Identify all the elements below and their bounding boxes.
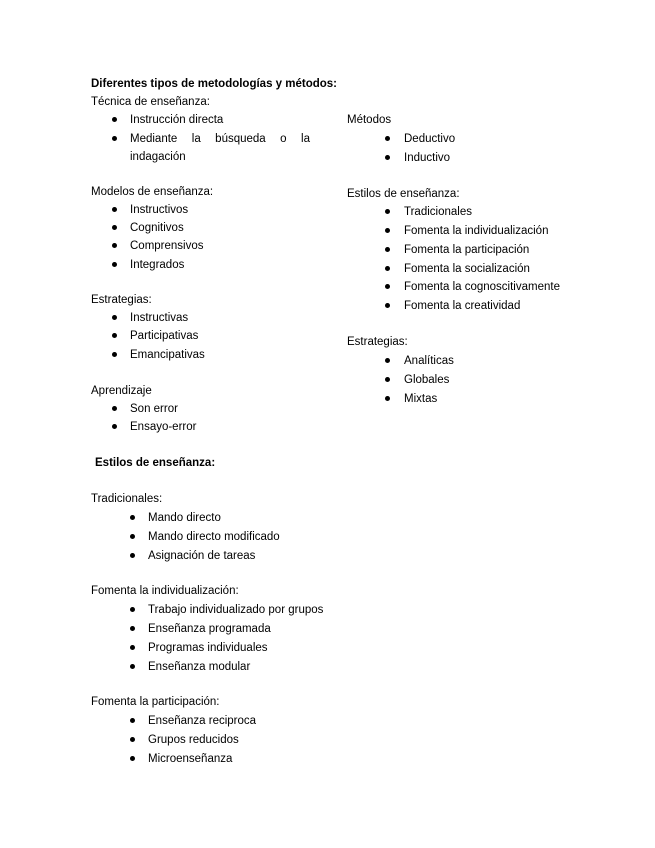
bullet-icon [130,718,135,723]
list-item: Analíticas [404,355,454,367]
bullet-icon [112,136,117,141]
list-item: Asignación de tareas [148,550,256,562]
bullet-icon [130,664,135,669]
list-item: Fomenta la participación [404,244,530,256]
list-item: Emancipativas [130,349,205,361]
justified-word: la [191,133,201,145]
document-title: Diferentes tipos de metodologías y métodos: [91,78,338,90]
bullet-icon [385,228,390,233]
list-item: Programas individuales [148,642,268,654]
bullet-icon [112,406,117,411]
justified-word: búsqueda [215,133,266,145]
list-item: Trabajo individualizado por grupos [148,604,324,616]
bullet-icon [385,155,390,160]
list-item: Enseñanza programada [148,623,271,635]
estrategias-heading: Estrategias: [91,294,152,306]
bullet-icon [385,247,390,252]
bullet-icon [385,396,390,401]
list-item: Fomenta la cognoscitivamente [404,281,560,293]
justified-word: la [301,133,310,145]
bullet-icon [385,284,390,289]
tradicionales-heading: Tradicionales: [91,493,163,505]
list-item: Inductivo [404,152,451,164]
bullet-icon [112,262,117,267]
justified-word: o [280,133,287,145]
list-item: Fomenta la socialización [404,263,530,275]
list-item: Deductivo [404,133,456,145]
modelos-heading: Modelos de enseñanza: [91,186,214,198]
bullet-icon [112,207,117,212]
list-item: Comprensivos [130,240,204,252]
list-item: Fomenta la individualización [404,225,549,237]
bullet-icon [112,117,117,122]
bullet-icon [112,225,117,230]
justified-word: Mediante [130,133,178,145]
section-title: Estilos de enseñanza: [95,457,216,469]
list-item: Grupos reducidos [148,734,239,746]
list-item: Tradicionales [404,206,472,218]
list-item: Participativas [130,330,199,342]
tecnica-heading: Técnica de enseñanza: [91,96,210,108]
metodos-heading: Métodos [347,114,392,126]
list-item: Instrucción directa [130,114,224,126]
estrategias-right-heading: Estrategias: [347,336,408,348]
list-item: Cognitivos [130,222,184,234]
bullet-icon [130,553,135,558]
bullet-icon [385,266,390,271]
list-item: Instructivos [130,204,189,216]
list-item: Enseñanza modular [148,661,251,673]
participacion-heading: Fomenta la participación: [91,696,220,708]
list-item: Mixtas [404,393,438,405]
bullet-icon [112,315,117,320]
bullet-icon [112,424,117,429]
bullet-icon [385,358,390,363]
list-item: Microenseñanza [148,753,233,765]
list-item: Instructivas [130,312,189,324]
list-item-continuation: indagación [130,151,186,163]
aprendizaje-heading: Aprendizaje [91,385,152,397]
bullet-icon [130,607,135,612]
list-item: Globales [404,374,450,386]
bullet-icon [385,303,390,308]
list-item: Integrados [130,259,185,271]
list-item-justified [130,132,310,146]
bullet-icon [130,737,135,742]
list-item: Mando directo modificado [148,531,280,543]
list-item: Son error [130,403,178,415]
bullet-icon [112,352,117,357]
list-item: Fomenta la creatividad [404,300,521,312]
estilos-heading: Estilos de enseñanza: [347,188,460,200]
bullet-icon [112,243,117,248]
list-item: Mando directo [148,512,221,524]
bullet-icon [385,136,390,141]
individualizacion-heading: Fomenta la individualización: [91,585,239,597]
bullet-icon [130,534,135,539]
bullet-icon [112,333,117,338]
list-item: Enseñanza reciproca [148,715,257,727]
bullet-icon [130,626,135,631]
bullet-icon [385,209,390,214]
bullet-icon [130,645,135,650]
bullet-icon [130,756,135,761]
bullet-icon [385,377,390,382]
bullet-icon [130,515,135,520]
list-item: Ensayo-error [130,421,197,433]
